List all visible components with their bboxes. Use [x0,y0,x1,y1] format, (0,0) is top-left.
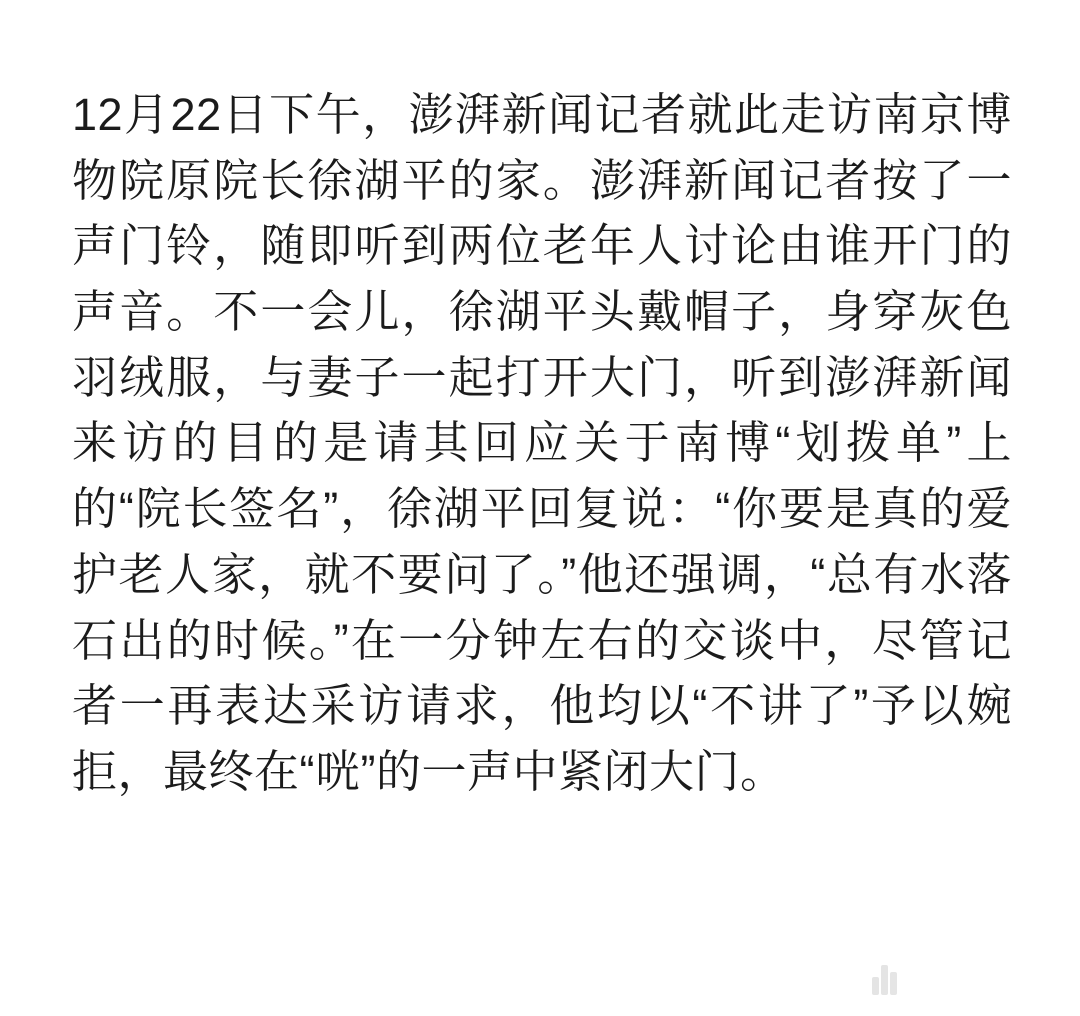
watermark [872,956,1062,1002]
bars-logo-icon [872,963,902,995]
article-paragraph: 12月22日下午，澎湃新闻记者就此走访南京博物院原院长徐湖平的家。澎湃新闻记者按了一声门铃，随即听到两位老年人讨论由谁开门的声音。不一会儿，徐湖平头戴帽子，身穿灰色羽绒服，与妻子一起打开大门，听到澎湃新闻来访的目的是请其回应关于南博“划拨单”上的“院长签名”，徐湖平回复说：“你要是真的爱护老人家，就不要问了。”他还强调，“总有水落石出的时候。”在一分钟左右的交谈中，尽管记者一再表达采访请求，他均以“不讲了”予以婉拒，最终在“咣”的一声中紧闭大门。 [72,89,1012,797]
